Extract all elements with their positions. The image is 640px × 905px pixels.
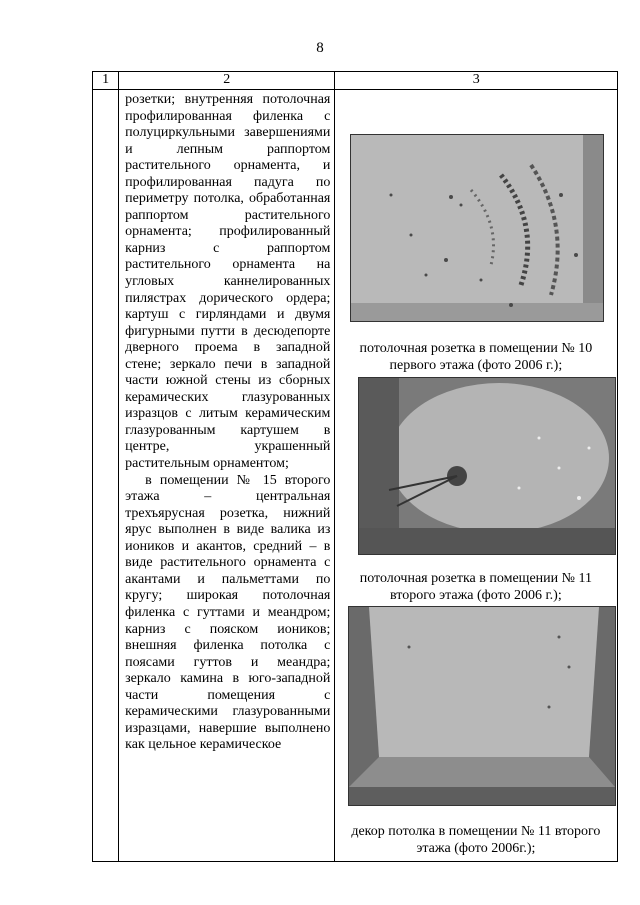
header-col-2: 2 — [119, 72, 335, 90]
table-header-row — [93, 72, 618, 90]
photo-caption-3: декор потолка в помещении № 11 второго этажа (фото 2006г.); — [351, 824, 601, 856]
ceiling-rosette-photo-room-11 — [358, 377, 616, 555]
ceiling-decor-photo-room-11 — [348, 606, 616, 806]
table-content-row — [93, 90, 618, 862]
description-paragraph: в помещении № 15 второго этажа – центральная трехъярусная розетка, нижний ярус выполнен в виде валика из иоников и акантов, средний – в виде растительного орнамента с акантами и пальметтами по кругу; широкая потолочная филенка с гуттами и меандром; карниз с пояском иоников; внешняя филенка потолка с поясами гуттов и меандра; зеркало камина в юго-западной части помещения с керамическими глазурованными изразцами, навершие выполнено как цельное керамическое — [125, 472, 331, 753]
header-col-1: 1 — [93, 72, 119, 90]
monument-description-table — [92, 71, 618, 862]
photo-caption-1: потолочная розетка в помещении № 10 первого этажа (фото 2006 г.); — [359, 341, 593, 373]
header-col-3: 3 — [335, 72, 618, 90]
number-cell — [93, 90, 119, 862]
description-cell — [119, 90, 335, 862]
description-paragraph: розетки; внутренняя потолочная профилированная филенка с полуциркульными завершениями и лепным раппортом растительного орнамента, и профилированная падуга по периметру потолка, обработанная раппортом растительного орнамента; профилированный карниз с раппортом растительного орнамента на угловых каннелированных пилястрах дорического ордера; картуш с гирляндами и двумя фигурными путти в десюдепорте дверного проема в западной стене; зеркало печи в западной части южной стены из сборных керамических глазурованных изразцов с литым керамическим глазурованным картушем в центре, украшенный растительным орнаментом; — [125, 92, 331, 472]
page-number: 8 — [316, 40, 324, 56]
ceiling-rosette-photo-room-10 — [350, 134, 604, 322]
photo-cell — [335, 90, 618, 862]
photo-caption-2: потолочная розетка в помещении № 11 второго этажа (фото 2006 г.); — [359, 571, 592, 603]
